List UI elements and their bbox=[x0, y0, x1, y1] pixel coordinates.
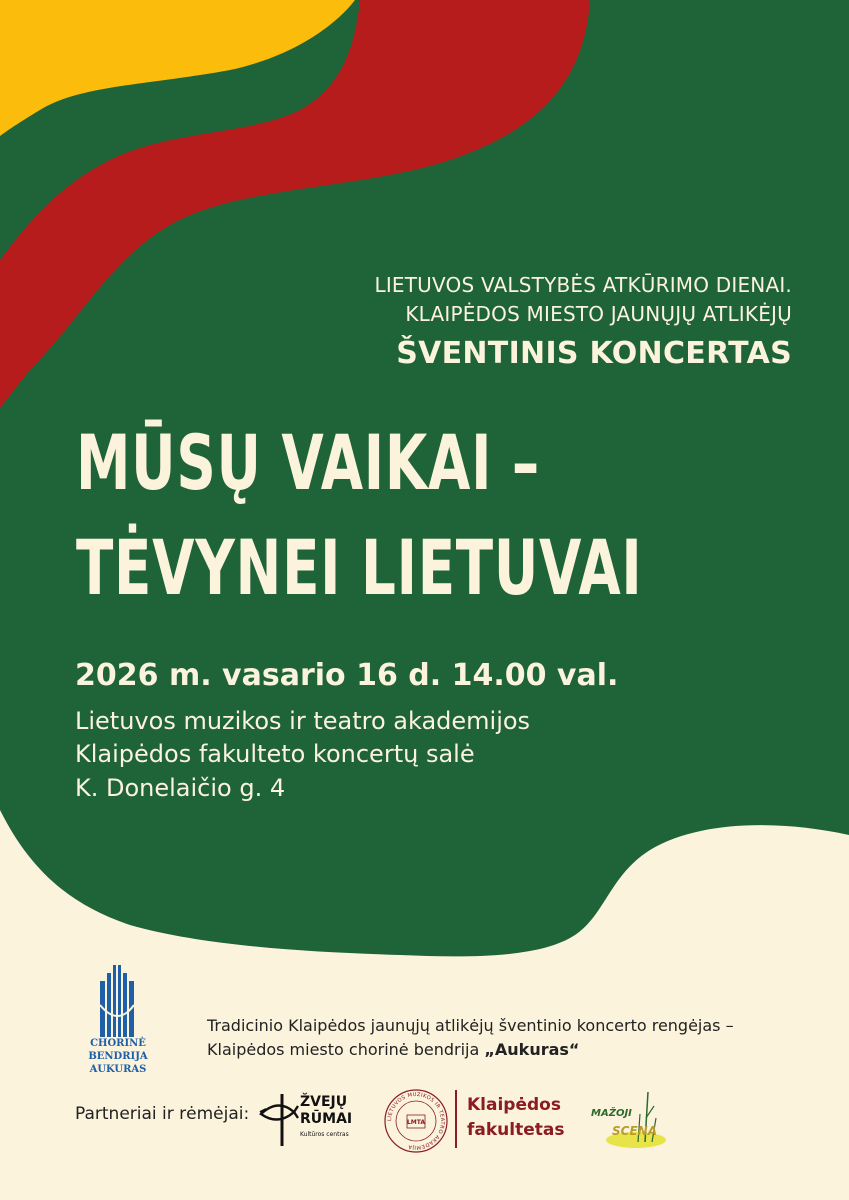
organizer-line-2 bbox=[207, 1040, 579, 1059]
mazoji-scena-logo bbox=[590, 1088, 670, 1152]
zveju-rumai-logo bbox=[258, 1092, 358, 1148]
lmta-faculty-line-1: Klaipėdos bbox=[467, 1095, 561, 1115]
lmta-divider bbox=[455, 1090, 457, 1148]
aukuras-logo-line-1: CHORINĖ BENDRIJA bbox=[88, 1038, 148, 1062]
event-datetime: 2026 m. vasario 16 d. 14.00 val. bbox=[75, 658, 619, 693]
headline-line-1: MŪSŲ VAIKAI – bbox=[76, 418, 541, 507]
header-line-2: KLAIPĖDOS MIESTO JAUNŲJŲ ATLIKĖJŲ bbox=[405, 302, 792, 326]
venue-line-1: Lietuvos muzikos ir teatro akademijos bbox=[75, 707, 531, 735]
lmta-ring-text: LIETUVOS MUZIKOS IR TEATRO AKADEMIJA bbox=[386, 1091, 446, 1151]
partners-label: Partneriai ir rėmėjai: bbox=[75, 1104, 250, 1124]
aukuras-columns-icon bbox=[96, 965, 140, 1037]
headline-line-2: TĖVYNEI LIETUVAI bbox=[76, 523, 643, 612]
lmta-center: LMTA bbox=[406, 1119, 426, 1126]
organizer-line-2-prefix: Klaipėdos miesto chorinė bendrija bbox=[207, 1040, 485, 1059]
lmta-faculty-line-2: fakultetas bbox=[467, 1120, 565, 1140]
mazoji-scena-line-2: SCENA bbox=[612, 1124, 657, 1138]
organizer-name: „Aukuras“ bbox=[484, 1040, 580, 1059]
zveju-rumai-line-3: Kultūros centras bbox=[300, 1131, 349, 1138]
aukuras-logo-line-2: AUKURAS bbox=[89, 1064, 147, 1075]
venue-line-3: K. Donelaičio g. 4 bbox=[75, 774, 286, 802]
reed-icon bbox=[590, 1088, 670, 1152]
aukuras-logo bbox=[68, 965, 168, 1076]
zveju-rumai-line-2: RŪMAI bbox=[300, 1111, 353, 1127]
header-line-1: LIETUVOS VALSTYBĖS ATKŪRIMO DIENAI. bbox=[374, 273, 792, 297]
lmta-seal bbox=[383, 1088, 449, 1154]
concert-title: ŠVENTINIS KONCERTAS bbox=[396, 336, 792, 371]
mazoji-scena-line-1: MAŽOJI bbox=[591, 1108, 632, 1119]
organizer-line-1: Tradicinio Klaipėdos jaunųjų atlikėjų šventinio koncerto rengėjas – bbox=[207, 1016, 734, 1035]
venue-line-2: Klaipėdos fakulteto koncertų salė bbox=[75, 740, 475, 768]
fish-cross-icon bbox=[258, 1092, 300, 1148]
zveju-rumai-line-1: ŽVEJŲ bbox=[300, 1094, 348, 1110]
